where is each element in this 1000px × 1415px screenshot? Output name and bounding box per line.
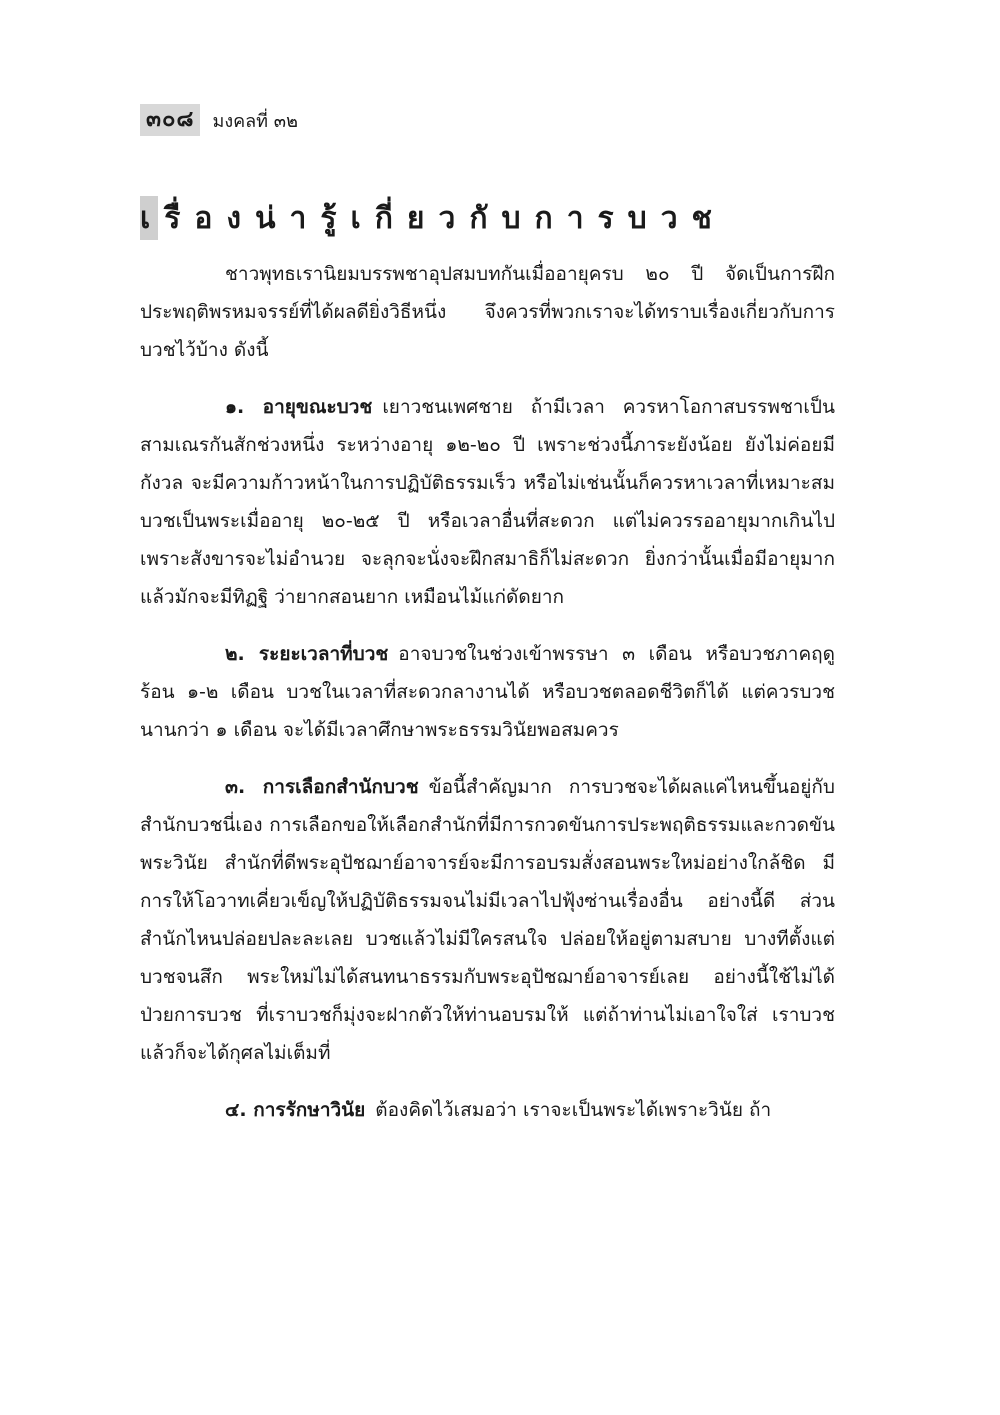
section-title bbox=[140, 196, 726, 240]
item-text: ต้องคิดไว้เสมอว่า เราจะเป็นพระได้เพราะวินัย ถ้า bbox=[375, 1099, 772, 1121]
item-heading: ๓. การเลือกสำนักบวช bbox=[225, 776, 419, 798]
running-title: มงคลที่ ๓๒ bbox=[212, 110, 298, 132]
item-heading: ๔. การรักษาวินัย bbox=[225, 1099, 366, 1121]
item-paragraph bbox=[140, 768, 835, 1072]
intro-paragraph: ชาวพุทธเรานิยมบรรพชาอุปสมบทกันเมื่ออายุครบ ๒๐ ปี จัดเป็นการฝึกประพฤติพรหมจรรย์ที่ได้ผลดียิ่งวิธีหนึ่ง จึงควรที่พวกเราจะได้ทราบเรื่องเกี่ยวกับการบวชไว้บ้าง ดังนี้ bbox=[140, 263, 835, 361]
item-heading: ๑. อายุขณะบวช bbox=[225, 396, 373, 418]
item-text: เยาวชนเพศชาย ถ้ามีเวลา ควรหาโอกาสบรรพชาเป็นสามเณรกันสักช่วงหนึ่ง ระหว่างอายุ ๑๒-๒๐ ปี เพราะช่วงนี้ภาระยังน้อย ยังไม่ค่อยมีกังวล จะมีความก้าวหน้าในการปฏิบัติธรรมเร็ว หรือไม่เช่นนั้นก็ควรหาเวลาที่เหมาะสมบวชเป็นพระเมื่ออายุ ๒๐-๒๕ ปี หรือเวลาอื่นที่สะดวก แต่ไม่ควรรออายุมากเกินไป เพราะสังขารจะไม่อำนวย จะลุกจะนั่งจะฝึกสมาธิก็ไม่สะดวก ยิ่งกว่านั้นเมื่อมีอายุมากแล้วมักจะมีทิฏฐิ ว่ายากสอนยาก เหมือนไม้แก่ดัดยาก bbox=[140, 396, 835, 608]
section-title-text: เรื่องน่ารู้เกี่ยวกับการบวช bbox=[140, 200, 726, 236]
item-paragraph bbox=[140, 1091, 835, 1129]
page-number: ๓๐๘ bbox=[140, 104, 200, 136]
body-text bbox=[140, 255, 835, 1148]
item-heading: ๒. ระยะเวลาที่บวช bbox=[225, 643, 389, 665]
running-head bbox=[140, 104, 298, 136]
item-text: อาจบวชในช่วงเข้าพรรษา ๓ เดือน หรือบวชภาคฤดูร้อน ๑-๒ เดือน บวชในเวลาที่สะดวกลางานได้ หรือบวชตลอดชีวิตก็ได้ แต่ควรบวชนานกว่า ๑ เดือน จะได้มีเวลาศึกษาพระธรรมวินัยพอสมควร bbox=[140, 643, 835, 741]
item-paragraph bbox=[140, 635, 835, 749]
item-text: ข้อนี้สำคัญมาก การบวชจะได้ผลแค่ไหนขึ้นอยู่กับสำนักบวชนี่เอง การเลือกขอให้เลือกสำนักที่มีการกวดขันการประพฤติธรรมและกวดขันพระวินัย สำนักที่ดีพระอุปัชฌาย์อาจารย์จะมีการอบรมสั่งสอนพระใหม่อย่างใกล้ชิด มีการให้โอวาทเคี่ยวเข็ญให้ปฏิบัติธรรมจนไม่มีเวลาไปฟุ้งซ่านเรื่องอื่น อย่างนี้ดี ส่วนสำนักไหนปล่อยปละละเลย บวชแล้วไม่มีใครสนใจ ปล่อยให้อยู่ตามสบาย บางทีตั้งแต่บวชจนสึก พระใหม่ไม่ได้สนทนาธรรมกับพระอุปัชฌาย์อาจารย์เลย อย่างนี้ใช้ไม่ได้ ป่วยการบวช ที่เราบวชก็มุ่งจะฝากตัวให้ท่านอบรมให้ แต่ถ้าท่านไม่เอาใจใส่ เราบวชแล้วก็จะได้กุศลไม่เต็มที่ bbox=[140, 776, 835, 1064]
item-paragraph bbox=[140, 388, 835, 616]
